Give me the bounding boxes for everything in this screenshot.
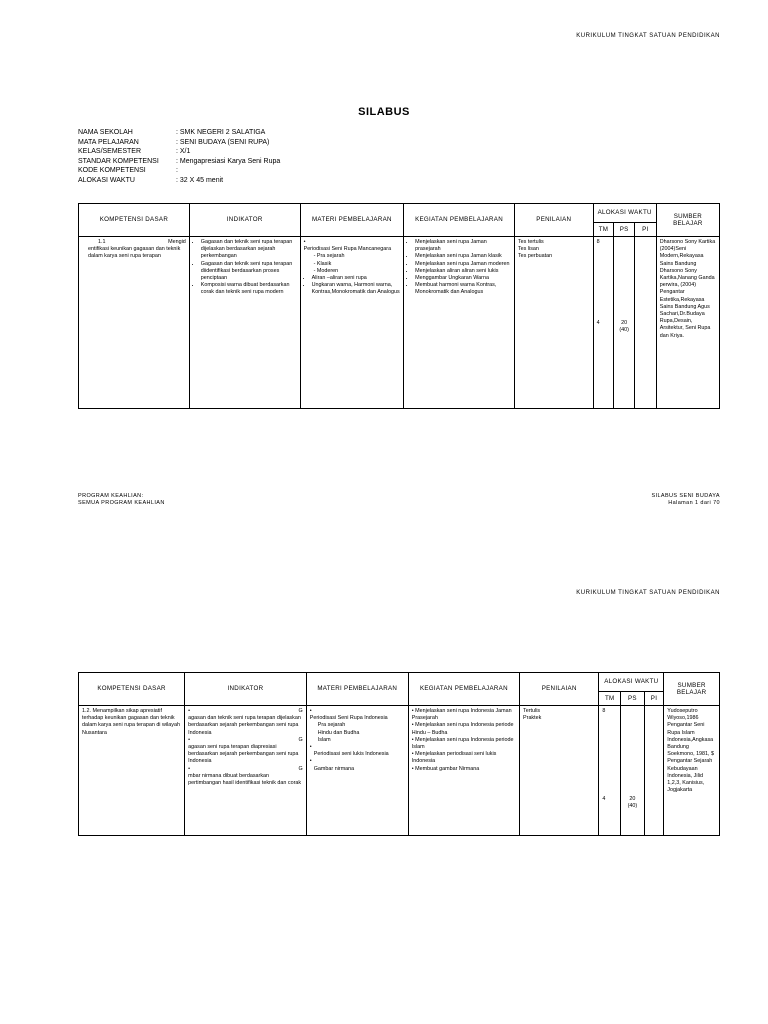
identity-block xyxy=(78,128,280,185)
bullet: • xyxy=(411,722,414,729)
bullet: • xyxy=(188,765,191,772)
list-item xyxy=(412,737,516,751)
list-item: - Moderen xyxy=(314,268,401,275)
cell-penilaian xyxy=(514,237,593,409)
col-pi: PI xyxy=(644,692,664,706)
list-item xyxy=(412,722,516,736)
list-item xyxy=(412,708,516,722)
cell-pi xyxy=(644,706,664,836)
info-value: : Mengapresiasi Karya Seni Rupa xyxy=(176,157,281,165)
list-item xyxy=(412,766,516,773)
indikator-item xyxy=(188,766,303,788)
cell-penilaian xyxy=(520,706,599,836)
info-label: KELAS/SEMESTER xyxy=(78,148,142,155)
bullet: • xyxy=(411,708,414,714)
kompetensi-text: entifikasi keunikan gagasan dan teknik dalam karya seni rupa terapan xyxy=(88,246,181,260)
list-item: • Menjelaskan seni rupa Jaman klasik xyxy=(415,253,511,260)
list-item: • Menggambar Ungkaran Warna xyxy=(415,275,511,282)
list-item: • Menjelaskan seni rupa Jaman prasejarah xyxy=(415,239,511,253)
page-header-kurikulum: KURIKULUM TINGKAT SATUAN PENDIDIKAN xyxy=(576,33,720,39)
bullet: • xyxy=(188,736,191,743)
tm-value: 4 xyxy=(602,796,606,803)
list-item: • Gagasan dan teknik seni rupa terapan dijelaskan berdasarkan sejarah perkembangan xyxy=(201,239,297,261)
tm-value: 8 xyxy=(596,239,600,245)
list-item: • Menjelaskan seni rupa Jaman moderen xyxy=(415,261,511,268)
kegiatan-text: Menjelaskan periodisasi seni lukis Indonesia xyxy=(411,751,497,765)
col-indikator: INDIKATOR xyxy=(189,204,300,237)
col-tm: TM xyxy=(593,223,614,237)
indikator-text: agasan dan teknik seni rupa terapan dijelaskan berdasarkan sejarah perkembangan seni rupa Indonesia xyxy=(188,715,301,736)
kegiatan-text: Menjelaskan seni rupa Indonesia periode Islam xyxy=(411,736,514,751)
footer-program xyxy=(78,493,165,507)
list-item: Praktek xyxy=(523,715,542,722)
footer-line: PROGRAM KEAHLIAN: xyxy=(78,493,144,499)
col-materi: MATERI PEMBELAJARAN xyxy=(306,673,408,706)
col-penilaian: PENILAIAN xyxy=(520,673,599,706)
cell-sumber: Dharsono Sony Kartika (2004)Seni Modern,Rekayasa Sains Bandung Dharsono Sony Kartika,Nanang Ganda perwira, (2004) Pengantar Estetika,Rekayasa Sains Bandung Agus Sachari,Dr.Budaya Rupa,Desain, Arsitektur, Seni Rupa dan Kriya. xyxy=(656,237,719,409)
bullet: • xyxy=(309,758,312,765)
list-item xyxy=(412,751,516,765)
cell-kegiatan xyxy=(408,706,519,836)
list-item: Hindu dan Budha xyxy=(317,729,360,736)
footer-line: SEMUA PROGRAM KEAHLIAN xyxy=(78,500,165,506)
col-pi: PI xyxy=(635,223,657,237)
col-ps: PS xyxy=(614,223,635,237)
list-item: Tes tertulis xyxy=(517,239,544,245)
info-value: : xyxy=(176,167,178,174)
bullet: • xyxy=(411,765,414,772)
footer-page-info xyxy=(651,493,720,507)
silabus-table-1 xyxy=(78,203,720,409)
col-sumber-belajar: SUMBER BELAJAR xyxy=(656,204,719,237)
bullet-letter: G xyxy=(298,765,303,772)
bullet-letter: G xyxy=(298,736,303,743)
bullet: • xyxy=(309,744,312,751)
list-item: Periodisasi seni lukis Indonesia xyxy=(313,751,389,758)
bullet: • xyxy=(411,751,414,758)
kegiatan-text: Menjelaskan seni rupa Indonesia Jaman Prasejarah xyxy=(411,708,512,722)
col-kegiatan: KEGIATAN PEMBELAJARAN xyxy=(404,204,515,237)
col-ps: PS xyxy=(621,692,645,706)
cell-ps xyxy=(621,706,645,836)
indikator-text: agasan seni rupa terapan diapresiasi berdasarkan sejarah perkembangan seni rupa Indonesia xyxy=(188,744,299,765)
silabus-table-2 xyxy=(78,672,720,836)
materi-bullet: • xyxy=(309,708,312,714)
indikator-item xyxy=(188,737,303,766)
cell-kegiatan xyxy=(404,237,515,409)
ps-value: (40) xyxy=(619,327,629,334)
cell-materi xyxy=(300,237,404,409)
indikator-item xyxy=(188,708,303,737)
col-materi: MATERI PEMBELAJARAN xyxy=(300,204,404,237)
kegiatan-text: Membuat gambar Nirmana xyxy=(415,765,480,772)
col-alokasi-waktu: ALOKASI WAKTU xyxy=(599,673,664,692)
list-item: Tes perbuatan xyxy=(517,253,553,260)
list-item: Tertulis xyxy=(523,708,541,714)
list-item: Periodisasi Seni Rupa Indonesia xyxy=(309,715,388,722)
info-label: ALOKASI WAKTU xyxy=(78,176,135,184)
info-value: : 32 X 45 menit xyxy=(176,176,224,184)
cell-sumber: Yudoseputro Wiyoso,1986 Pengantar Seni Rupa Islam Indonesia,Angkasa Bandung Soekmono, 1981, $ Pengantar Sejarah Kebudayaan Indonesia, Jilid 1,2,3, Kanisius, Jogjakarta xyxy=(664,706,720,836)
col-sumber-belajar: SUMBER BELAJAR xyxy=(664,673,720,706)
list-item: - Pra sejarah xyxy=(314,253,401,260)
indikator-text: mbar nirmana dibuat berdasarkan pertimbangan hasil identifikasi teknik dan corak xyxy=(188,772,302,787)
cell-tm xyxy=(599,706,621,836)
cell-indikator xyxy=(189,237,300,409)
cell-indikator xyxy=(185,706,307,836)
list-item: • Gagasan dan teknik seni rupa terapan diidentifikasi berdasarkan proses penciptaan xyxy=(201,261,297,283)
list-item: - Klasik xyxy=(314,261,401,268)
page-title: SILABUS xyxy=(358,106,410,118)
col-indikator: INDIKATOR xyxy=(185,673,307,706)
cell-tm xyxy=(593,237,614,409)
tm-value: 8 xyxy=(602,708,606,714)
col-kompetensi-dasar: KOMPETENSI DASAR xyxy=(79,204,190,237)
list-item: • Aliran –aliran seni rupa xyxy=(312,275,401,282)
table-row xyxy=(79,237,720,409)
kegiatan-text: Menjelaskan seni rupa Indonesia periode Hindu – Budha xyxy=(411,722,514,736)
col-kegiatan: KEGIATAN PEMBELAJARAN xyxy=(408,673,519,706)
col-kompetensi-dasar: KOMPETENSI DASAR xyxy=(79,673,185,706)
info-label: STANDAR KOMPETENSI xyxy=(78,157,159,165)
ps-value: 20 xyxy=(629,796,636,802)
tm-value: 4 xyxy=(596,320,600,327)
list-item: Gambar nirmana xyxy=(313,765,355,772)
cell-kompetensi: 1.2. Menampilkan sikap apresiatif terhadap keunikan gagasan dan teknik dalam karya seni rupa terapan di wilayah Nusantara xyxy=(79,706,185,836)
info-value: : SENI BUDAYA (SENI RUPA) xyxy=(176,138,270,146)
info-label: NAMA SEKOLAH xyxy=(78,129,133,136)
info-label: KODE KOMPETENSI xyxy=(78,167,146,174)
info-value: : SMK NEGERI 2 SALATIGA xyxy=(176,129,266,136)
col-tm: TM xyxy=(599,692,621,706)
ps-value: 20 xyxy=(621,320,628,326)
cell-ps xyxy=(614,237,635,409)
list-item: • Ungkaran warna, Harmoni warna, Kontras,Monokromatik dan Analogus xyxy=(312,282,401,296)
bullet: • xyxy=(188,708,191,714)
list-item: • Menjelaskan aliran aliran seni lukis xyxy=(415,268,511,275)
list-item: Islam xyxy=(317,736,331,743)
info-value: : X/1 xyxy=(176,148,191,155)
info-label: MATA PELAJARAN xyxy=(78,138,139,146)
ps-value: (40) xyxy=(627,803,638,810)
bullet-letter: G xyxy=(298,708,303,714)
footer-line: SILABUS SENI BUDAYA xyxy=(651,493,720,499)
list-item: • Membuat harmoni warna Kontras, Monokromatik dan Analogus xyxy=(415,282,511,296)
col-penilaian: PENILAIAN xyxy=(514,204,593,237)
list-item: Tes lisan xyxy=(517,246,539,253)
cell-pi xyxy=(635,237,657,409)
cell-kompetensi xyxy=(79,237,190,409)
cell-materi xyxy=(306,706,408,836)
list-item: Pra sejarah xyxy=(317,722,346,729)
list-item: • Komposisi warna dibuat berdasarkan corak dan teknik seni rupa modern xyxy=(201,282,297,296)
page-header-kurikulum: KURIKULUM TINGKAT SATUAN PENDIDIKAN xyxy=(576,590,720,596)
kompetensi-word: Mengid xyxy=(168,239,186,245)
col-alokasi-waktu: ALOKASI WAKTU xyxy=(593,204,656,223)
kompetensi-number: 1.1 xyxy=(98,239,106,245)
table-row xyxy=(79,706,720,836)
materi-intro: Periodisasi Seni Rupa Mancanegara xyxy=(303,246,392,253)
bullet: • xyxy=(411,736,414,743)
materi-bullet: • xyxy=(303,239,306,245)
footer-line: Halaman 1 dari 70 xyxy=(668,500,720,506)
